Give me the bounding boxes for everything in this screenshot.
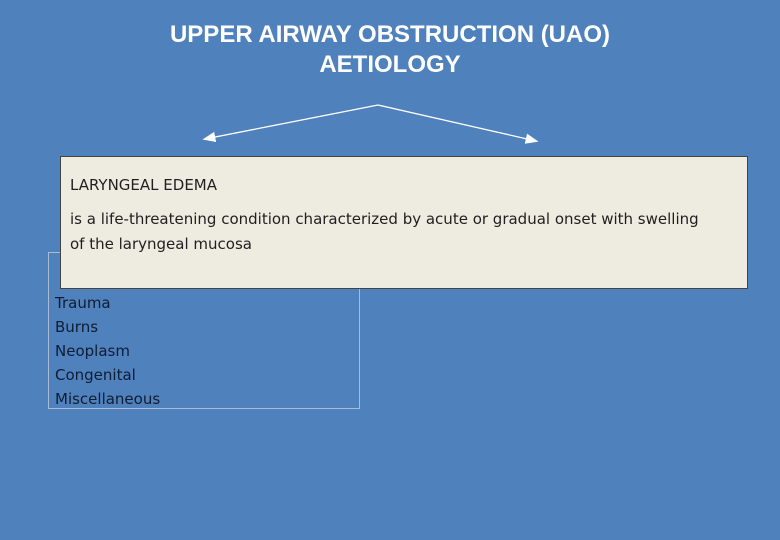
laryngeal-edema-callout [60, 156, 748, 289]
left-branch-arrow [205, 105, 378, 139]
cause-item: Neoplasm [55, 342, 130, 360]
slide-title-line-2: AETIOLOGY [319, 51, 461, 78]
cause-item: Burns [55, 318, 99, 336]
cause-item: Miscellaneous [55, 390, 161, 408]
right-branch-arrow [378, 105, 536, 141]
cause-item: Congenital [55, 366, 136, 384]
callout-description: is a life-threatening condition characterized by acute or gradual onset with swelling of the laryngeal mucosa [70, 210, 699, 253]
callout-heading: LARYNGEAL EDEMA [70, 176, 218, 194]
cause-item: Trauma [55, 294, 111, 312]
slide-title-line-1: UPPER AIRWAY OBSTRUCTION (UAO) [169, 21, 611, 48]
slide-title [0, 20, 780, 80]
